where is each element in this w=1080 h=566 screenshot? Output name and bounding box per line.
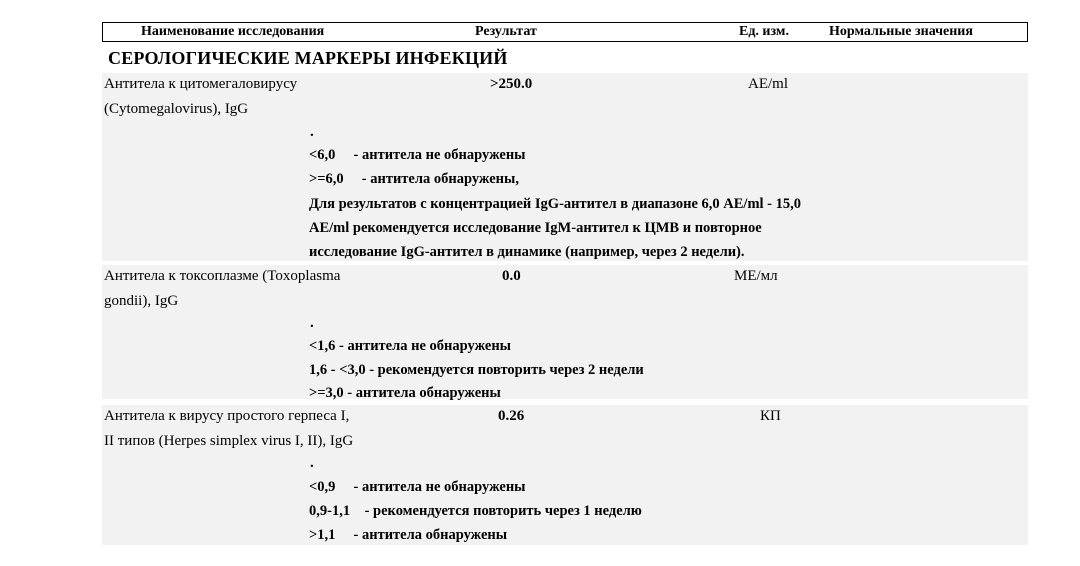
- test-result: 0.0: [502, 268, 521, 284]
- note-dot: .: [310, 315, 314, 331]
- section-title: СЕРОЛОГИЧЕСКИЕ МАРКЕРЫ ИНФЕКЦИЙ: [108, 48, 508, 68]
- test-name: Антитела к цитомегаловирусу: [104, 76, 298, 92]
- test-name: II типов (Herpes simplex virus I, II), IgG: [104, 433, 354, 449]
- header-unit: Ед. изм.: [739, 24, 789, 39]
- table-header: [102, 22, 1028, 42]
- test-result: 0.26: [498, 408, 525, 424]
- test-name: Антитела к токсоплазме (Toxoplasma: [104, 268, 341, 284]
- note-line: исследование IgG-антител в динамике (например, через 2 недели).: [309, 244, 745, 260]
- test-unit: AE/ml: [748, 76, 788, 92]
- note-line: >=3,0 - антитела обнаружены: [309, 385, 501, 401]
- note-dot: .: [310, 124, 314, 140]
- test-unit: КП: [760, 408, 781, 424]
- header-name: Наименование исследования: [141, 24, 325, 39]
- note-dot: .: [310, 455, 314, 471]
- test-name: gondii), IgG: [104, 293, 179, 309]
- note-line: <6,0 - антитела не обнаружены: [309, 147, 526, 163]
- header-result: Результат: [475, 24, 537, 39]
- note-line: 0,9-1,1 - рекомендуется повторить через 1 неделю: [309, 503, 642, 519]
- note-line: 1,6 - <3,0 - рекомендуется повторить через 2 недели: [309, 362, 644, 378]
- test-row: [102, 405, 1028, 545]
- note-line: <0,9 - антитела не обнаружены: [309, 479, 526, 495]
- note-line: >=6,0 - антитела обнаружены,: [309, 171, 519, 187]
- test-name: (Cytomegalovirus), IgG: [104, 101, 249, 117]
- note-line: >1,1 - антитела обнаружены: [309, 527, 508, 543]
- test-unit: МЕ/мл: [734, 268, 778, 284]
- test-name: Антитела к вирусу простого герпеса I,: [104, 408, 350, 424]
- note-line: <1,6 - антитела не обнаружены: [309, 338, 512, 354]
- header-norm: Нормальные значения: [829, 24, 973, 39]
- test-result: >250.0: [490, 76, 533, 92]
- note-line: Для результатов с концентрацией IgG-антител в диапазоне 6,0 AE/ml - 15,0: [309, 196, 802, 212]
- note-line: AE/ml рекомендуется исследование IgM-антител к ЦМВ и повторное: [309, 220, 762, 236]
